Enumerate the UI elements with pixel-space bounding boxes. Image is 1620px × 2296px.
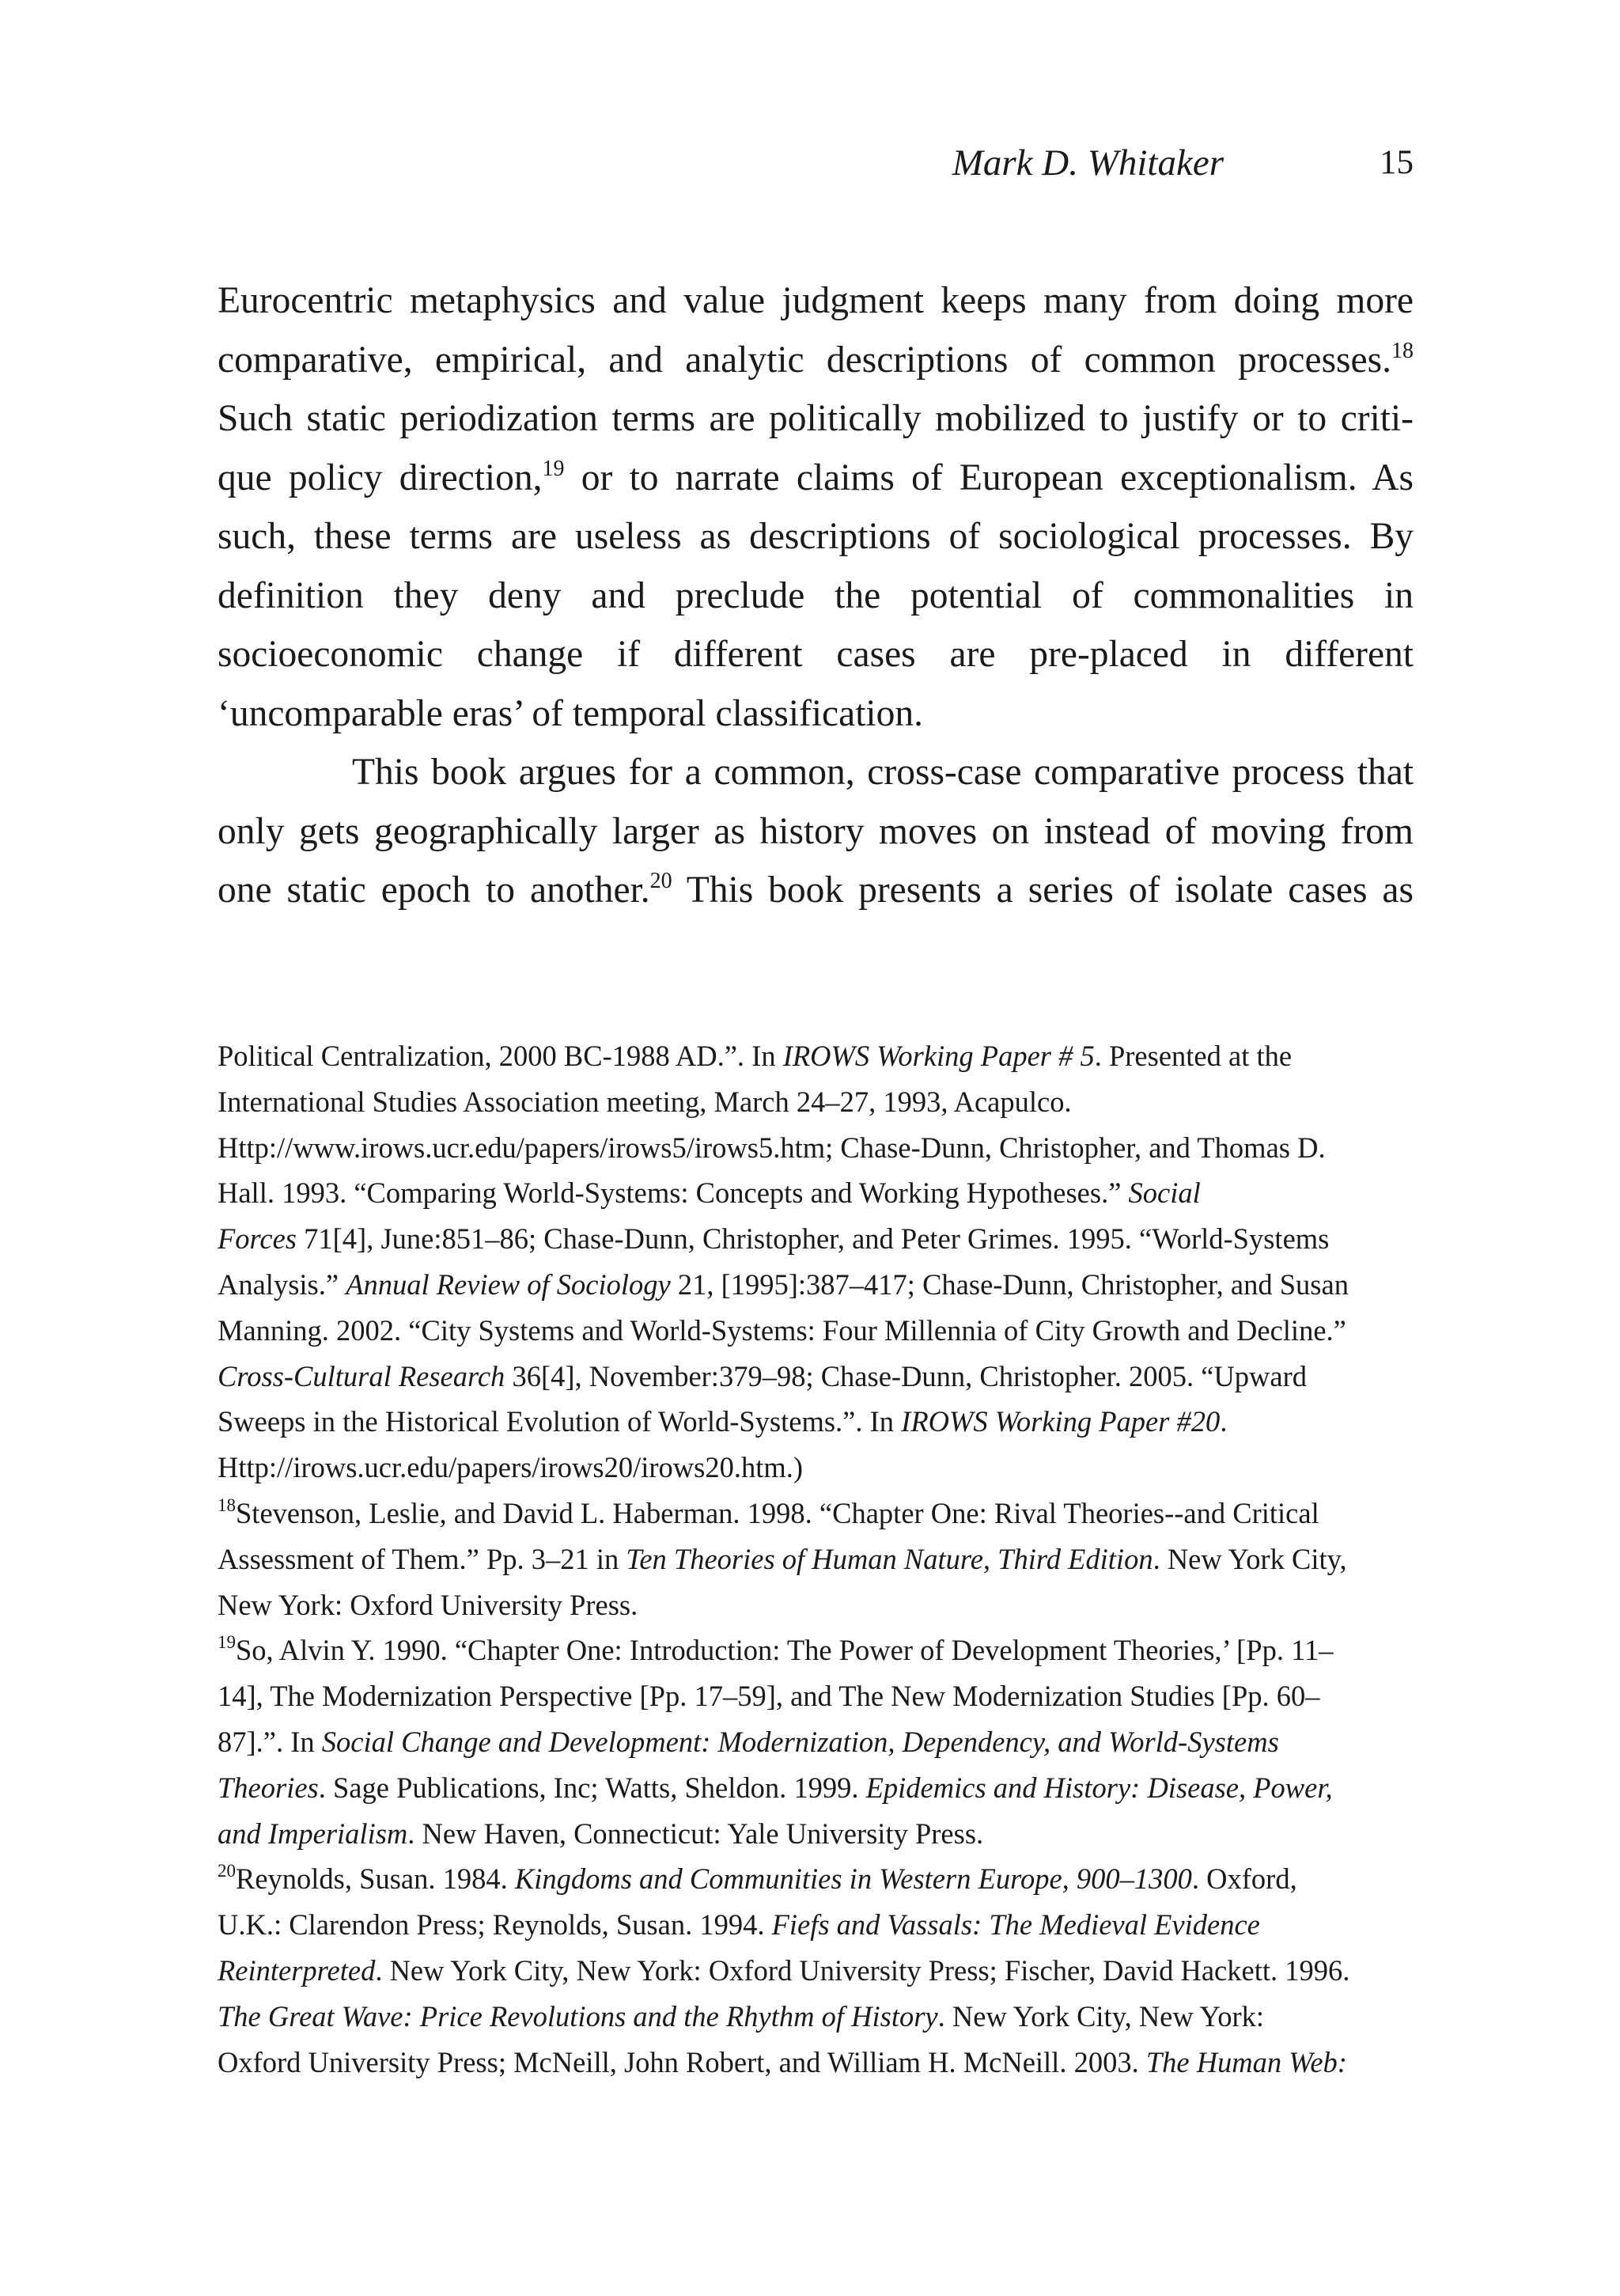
body-text bbox=[218, 271, 1414, 920]
body-line: only gets geographically larger as history moves on instead of moving from bbox=[218, 810, 1414, 852]
footnote-line: and Imperialism. New Haven, Connecticut: Yale University Press. bbox=[218, 1817, 984, 1850]
running-head bbox=[218, 139, 1414, 187]
footnote-line: Reinterpreted. New York City, New York: Oxford University Press; Fischer, David Hackett. 1996. bbox=[218, 1953, 1350, 1987]
body-line: comparative, empirical, and analytic descriptions of common processes.$^{18}$ bbox=[218, 338, 1414, 381]
footnote-19: $^{19}$So, Alvin Y. 1990. “Chapter One: Introduction: The Power of Development Theories,’ [Pp. 11– bbox=[218, 1632, 1334, 1667]
footnote-line: Hall. 1993. “Comparing World-Systems: Concepts and Working Hypotheses.” Social bbox=[218, 1176, 1201, 1210]
footnote-line: Theories. Sage Publications, Inc; Watts, Sheldon. 1999. Epidemics and History: Disease, Power, bbox=[218, 1771, 1333, 1804]
footnote-number: 20 bbox=[218, 1861, 236, 1881]
page-number: 15 bbox=[1380, 144, 1414, 181]
footnotes bbox=[218, 1033, 1414, 2085]
footnote-line: Http://irows.ucr.edu/papers/irows20/irows20.htm.) bbox=[218, 1451, 804, 1484]
footnote-line: U.K.: Clarendon Press; Reynolds, Susan. 1994. Fiefs and Vassals: The Medieval Evidence bbox=[218, 1908, 1260, 1942]
footnote-line: Assessment of Them.” Pp. 3–21 in Ten Theories of Human Nature, Third Edition. New York City, bbox=[218, 1542, 1347, 1575]
footnote-number: 19 bbox=[218, 1632, 236, 1653]
footnote-line: International Studies Association meeting, March 24–27, 1993, Acapulco. bbox=[218, 1085, 1072, 1118]
footnote-line: Oxford University Press; McNeill, John Robert, and William H. McNeill. 2003. The Human Web: bbox=[218, 2045, 1347, 2078]
footnote-line: Manning. 2002. “City Systems and World-Systems: Four Millennia of City Growth and Decline.” bbox=[218, 1313, 1346, 1347]
footnote-18: $^{18}$Stevenson, Leslie, and David L. Haberman. 1998. “Chapter One: Rival Theories--and Critical bbox=[218, 1495, 1319, 1529]
footnote-line: Sweeps in the Historical Evolution of World-Systems.”. In IROWS Working Paper #20. bbox=[218, 1405, 1228, 1438]
footnote-line: New York: Oxford University Press. bbox=[218, 1588, 638, 1621]
body-line: ‘uncomparable eras’ of temporal classification. bbox=[218, 692, 923, 734]
footnote-ref-18[interactable]: 18 bbox=[1391, 338, 1414, 363]
footnote-line: The Great Wave: Price Revolutions and the Rhythm of History. New York City, New York: bbox=[218, 1999, 1265, 2033]
footnote-line: 87].”. In Social Change and Development: Modernization, Dependency, and World-Systems bbox=[218, 1725, 1279, 1758]
body-line: such, these terms are useless as descriptions of sociological processes. By bbox=[218, 516, 1414, 557]
body-line: socioeconomic change if different cases are pre-placed in different bbox=[218, 634, 1414, 675]
body-line: definition they deny and preclude the potential of commonalities in bbox=[218, 574, 1414, 616]
footnote-line: Http://www.irows.ucr.edu/papers/irows5/irows5.htm; Chase-Dunn, Christopher, and Thomas D. bbox=[218, 1131, 1326, 1164]
body-line: one static epoch to another.$^{20}$ This book presents a series of isolate cases as bbox=[218, 869, 1414, 911]
body-line: que policy direction,$^{19}$ or to narrate claims of European exceptionalism. As bbox=[218, 456, 1414, 498]
footnote-ref-20[interactable]: 20 bbox=[649, 869, 672, 893]
body-line: Eurocentric metaphysics and value judgment keeps many from doing more bbox=[218, 280, 1414, 321]
footnote-line: Political Centralization, 2000 BC-1988 AD.”. In IROWS Working Paper # 5. Presented at the bbox=[218, 1040, 1293, 1072]
footnote-line: Forces 71[4], June:851–86; Chase-Dunn, Christopher, and Peter Grimes. 1995. “World-Systems bbox=[218, 1222, 1330, 1256]
footnote-ref-19[interactable]: 19 bbox=[542, 456, 565, 481]
footnote-line: Cross-Cultural Research 36[4], November:379–98; Chase-Dunn, Christopher. 2005. “Upward bbox=[218, 1359, 1308, 1392]
footnote-20: $^{20}$Reynolds, Susan. 1984. Kingdoms and Communities in Western Europe, 900–1300. Oxford, bbox=[218, 1861, 1297, 1896]
body-line: This book argues for a common, cross-case comparative process that bbox=[352, 752, 1414, 793]
body-line: Such static periodization terms are politically mobilized to justify or to criti- bbox=[218, 398, 1414, 439]
footnote-line: Analysis.” Annual Review of Sociology 21, [1995]:387–417; Chase-Dunn, Christopher, and Susan bbox=[218, 1267, 1349, 1301]
footnote-number: 18 bbox=[218, 1495, 236, 1515]
footnote-line: 14], The Modernization Perspective [Pp. 17–59], and The New Modernization Studies [Pp. 60– bbox=[218, 1680, 1320, 1713]
author-name: Mark D. Whitaker bbox=[952, 142, 1224, 184]
